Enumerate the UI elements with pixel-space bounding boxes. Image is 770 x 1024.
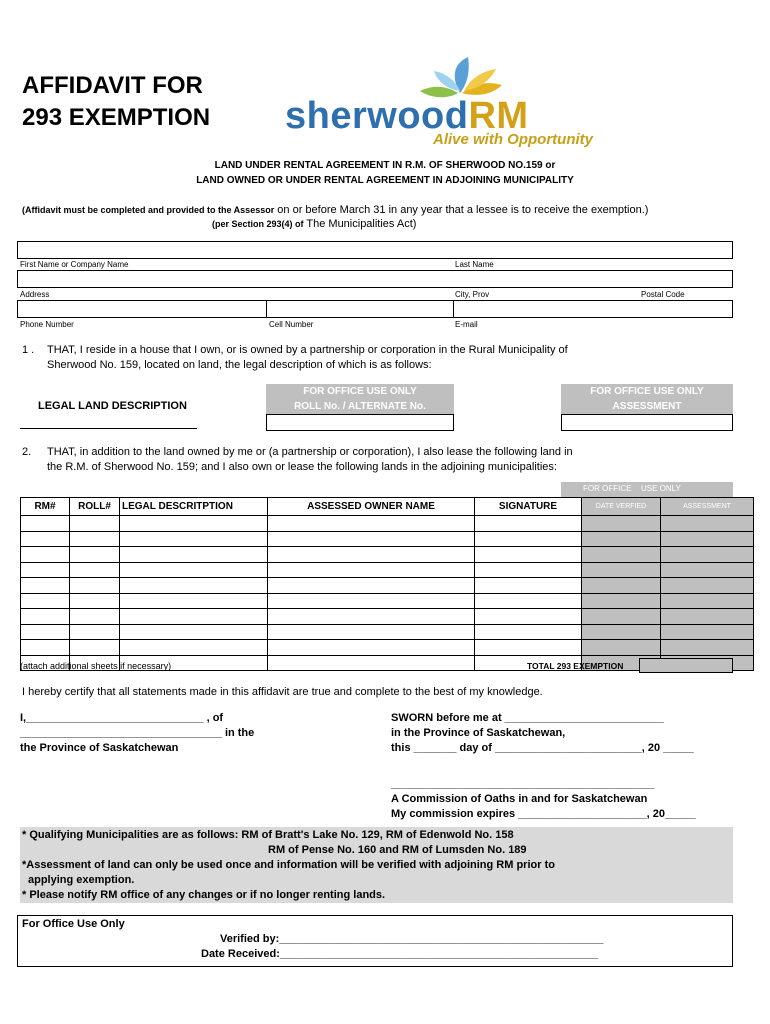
table-cell[interactable] <box>661 593 754 609</box>
table-cell[interactable] <box>268 640 475 656</box>
table-cell[interactable] <box>661 640 754 656</box>
table-cell[interactable] <box>21 624 70 640</box>
table-cell[interactable] <box>70 593 120 609</box>
table-cell[interactable] <box>582 516 661 532</box>
roll-number-field[interactable] <box>266 414 454 431</box>
logo-tagline: Alive with Opportunity <box>433 131 593 148</box>
table-cell[interactable] <box>475 624 582 640</box>
office-use-box <box>17 915 733 967</box>
table-cell[interactable] <box>268 531 475 547</box>
commissioner-label: A Commission of Oaths in and for Saskatchewan <box>391 793 648 805</box>
table-cell[interactable] <box>475 562 582 578</box>
table-cell[interactable] <box>70 624 120 640</box>
table-cell[interactable] <box>21 547 70 563</box>
office-use-header-b: USE ONLY <box>641 484 681 493</box>
table-cell[interactable] <box>268 516 475 532</box>
section2-number: 2. <box>22 446 32 458</box>
column-header-assessment: ASSESSMENT <box>661 498 754 516</box>
oath-left-line-3: the Province of Saskatchewan <box>20 742 179 754</box>
email-label: E-mail <box>455 320 478 329</box>
table-row <box>21 531 754 547</box>
table-cell[interactable] <box>70 578 120 594</box>
table-cell[interactable] <box>661 624 754 640</box>
table-cell[interactable] <box>475 531 582 547</box>
first-name-label: First Name or Company Name <box>20 260 129 269</box>
table-row <box>21 547 754 563</box>
subheading-line-2: LAND OWNED OR UNDER RENTAL AGREEMENT IN ADJOINING MUNICIPALITY <box>196 175 574 186</box>
section1-line-1: THAT, I reside in a house that I own, or is owned by a partnership or corporation in the Rural Municipality of <box>47 344 568 356</box>
table-cell[interactable] <box>21 562 70 578</box>
table-cell[interactable] <box>120 624 268 640</box>
table-cell[interactable] <box>120 547 268 563</box>
oath-left-line-2[interactable]: _________________________________ in the <box>20 727 255 739</box>
name-field[interactable] <box>17 241 733 259</box>
table-row <box>21 624 754 640</box>
title-line-2: 293 EXEMPTION <box>22 104 211 131</box>
note-line-1: * Qualifying Municipalities are as follows: RM of Bratt's Lake No. 129, RM of Edenwold No. 158 <box>22 829 514 841</box>
instructions-part1: (Affidavit must be completed and provided to the Assessor <box>22 205 275 215</box>
email-field[interactable] <box>453 300 733 318</box>
oath-left-block <box>20 711 254 756</box>
table-cell[interactable] <box>21 609 70 625</box>
office-use-title: For Office Use Only <box>22 918 125 930</box>
table-cell[interactable] <box>70 516 120 532</box>
table-cell[interactable] <box>21 578 70 594</box>
table-cell[interactable] <box>475 547 582 563</box>
table-cell[interactable] <box>268 593 475 609</box>
office-assessment-box <box>561 384 733 414</box>
table-cell[interactable] <box>70 562 120 578</box>
phone-field[interactable] <box>17 300 267 318</box>
postal-code-label: Postal Code <box>641 290 685 299</box>
note-line-3: *Assessment of land can only be used once and information will be verified with adjoining RM prior to <box>22 859 555 871</box>
date-received-line[interactable]: Date Received:____________________________________________________ <box>201 948 598 960</box>
qualifying-notes-box <box>20 827 733 903</box>
subheading-line-1: LAND UNDER RENTAL AGREEMENT IN R.M. OF SHERWOOD NO.159 or <box>214 160 556 171</box>
certify-statement: I hereby certify that all statements made in this affidavit are true and complete to the best of my knowledge. <box>22 686 543 698</box>
table-cell[interactable] <box>661 516 754 532</box>
note-line-4: applying exemption. <box>28 874 135 886</box>
table-cell[interactable] <box>120 531 268 547</box>
table-cell[interactable] <box>475 609 582 625</box>
total-exemption-label: TOTAL 293 EXEMPTION <box>527 661 624 671</box>
table-cell[interactable] <box>582 609 661 625</box>
table-cell[interactable] <box>21 516 70 532</box>
legal-land-description-label: LEGAL LAND DESCRIPTION <box>38 400 187 412</box>
document-title <box>22 70 210 134</box>
table-cell[interactable] <box>661 562 754 578</box>
section2-line-1: THAT, in addition to the land owned by me or (a partnership or corporation), I also lease the following land in <box>47 446 573 458</box>
title-line-1: AFFIDAVIT FOR <box>22 72 203 99</box>
office-assessment-header-2: ASSESSMENT <box>612 401 682 412</box>
sworn-date-line[interactable]: this _______ day of ________________________, 20 _____ <box>391 742 694 754</box>
table-cell[interactable] <box>21 640 70 656</box>
province-line: in the Province of Saskatchewan, <box>391 727 566 739</box>
instructions-line-2 <box>212 218 416 230</box>
legal-description-line[interactable] <box>20 428 197 429</box>
table-row <box>21 562 754 578</box>
table-cell[interactable] <box>70 531 120 547</box>
column-header-rm: RM# <box>21 498 70 516</box>
table-header-row <box>21 498 754 516</box>
table-cell[interactable] <box>120 562 268 578</box>
table-cell[interactable] <box>475 640 582 656</box>
table-cell[interactable] <box>582 562 661 578</box>
column-header-date-verified: DATE VERFIED <box>582 498 661 516</box>
table-cell[interactable] <box>21 531 70 547</box>
cell-label: Cell Number <box>269 320 314 329</box>
section1-line-2: Sherwood No. 159, located on land, the legal description of which is as follows: <box>47 359 432 371</box>
logo-word-main: sherwood <box>285 95 469 137</box>
address-field[interactable] <box>17 270 733 288</box>
table-cell[interactable] <box>268 547 475 563</box>
instructions-line-1 <box>22 204 648 216</box>
sworn-at-line[interactable]: SWORN before me at __________________________ <box>391 712 664 724</box>
table-row <box>21 516 754 532</box>
address-label: Address <box>20 290 50 299</box>
table-cell[interactable] <box>582 593 661 609</box>
table-cell[interactable] <box>268 655 475 671</box>
instructions-part6: ) <box>412 218 417 230</box>
oath-right-block <box>391 711 696 822</box>
table-cell[interactable] <box>70 640 120 656</box>
table-cell[interactable] <box>661 531 754 547</box>
leased-land-table <box>20 497 754 671</box>
table-cell[interactable] <box>120 516 268 532</box>
table-row <box>21 640 754 656</box>
note-line-5: * Please notify RM office of any changes or if no longer renting lands. <box>22 889 386 901</box>
office-roll-box <box>266 384 454 414</box>
city-label: City, Prov <box>455 290 490 299</box>
commission-expiry-line[interactable]: My commission expires _____________________, 20_____ <box>391 808 696 820</box>
table-cell[interactable] <box>475 516 582 532</box>
table-row <box>21 593 754 609</box>
table-cell[interactable] <box>70 547 120 563</box>
table-row <box>21 609 754 625</box>
logo-word-rm: RM <box>468 95 529 137</box>
table-cell[interactable] <box>120 609 268 625</box>
verified-by-line[interactable]: Verified by:_____________________________________________________ <box>220 933 604 945</box>
table-cell[interactable] <box>582 624 661 640</box>
assessment-field[interactable] <box>561 414 733 431</box>
note-line-2: RM of Pense No. 160 and RM of Lumsden No. 189 <box>268 844 527 856</box>
total-exemption-field[interactable] <box>639 658 733 673</box>
office-use-header <box>561 482 733 497</box>
table-cell[interactable] <box>268 562 475 578</box>
table-cell[interactable] <box>661 578 754 594</box>
table-cell[interactable] <box>120 593 268 609</box>
table-cell[interactable] <box>582 578 661 594</box>
office-assessment-header-1: FOR OFFICE USE ONLY <box>590 386 704 397</box>
section1-number: 1 . <box>22 344 35 356</box>
sherwood-rm-logo <box>285 55 665 150</box>
cell-field[interactable] <box>266 300 454 318</box>
table-cell[interactable] <box>268 624 475 640</box>
table-cell[interactable] <box>475 593 582 609</box>
table-cell[interactable] <box>70 609 120 625</box>
table-cell[interactable] <box>268 609 475 625</box>
instructions-part3: in any year that a lessee is to receive the exemption.) <box>388 204 649 216</box>
table-cell[interactable] <box>582 547 661 563</box>
table-cell[interactable] <box>120 640 268 656</box>
table-row <box>21 578 754 594</box>
table-cell[interactable] <box>582 640 661 656</box>
office-roll-header-2: ROLL No. / ALTERNATE No. <box>294 401 426 412</box>
column-header-signature: SIGNATURE <box>475 498 582 516</box>
attach-note: (attach additional sheets if necessary) <box>20 661 172 671</box>
phone-label: Phone Number <box>20 320 74 329</box>
instructions-act: The Municipalities Act <box>306 218 413 230</box>
column-header-legal: LEGAL DESCRITPTION <box>120 498 268 516</box>
table-cell[interactable] <box>120 578 268 594</box>
commissioner-signature-line[interactable]: ___________________________________________ <box>391 778 655 790</box>
table-cell[interactable] <box>661 547 754 563</box>
office-use-header-a: FOR OFFICE <box>583 484 632 493</box>
oath-left-line-1[interactable]: I,_____________________________ , of <box>20 712 224 724</box>
column-header-roll: ROLL# <box>70 498 120 516</box>
table-cell[interactable] <box>661 609 754 625</box>
instructions-deadline: on or before March 31 <box>277 204 386 216</box>
section2-line-2: the R.M. of Sherwood No. 159; and I also own or lease the following lands in the adjoining municipalities: <box>47 461 557 473</box>
column-header-owner: ASSESSED OWNER NAME <box>268 498 475 516</box>
last-name-label: Last Name <box>455 260 494 269</box>
table-cell[interactable] <box>475 578 582 594</box>
table-cell[interactable] <box>582 531 661 547</box>
office-roll-header-1: FOR OFFICE USE ONLY <box>303 386 417 397</box>
instructions-part4: (per Section 293(4) of <box>212 219 304 229</box>
table-cell[interactable] <box>268 578 475 594</box>
table-cell[interactable] <box>21 593 70 609</box>
